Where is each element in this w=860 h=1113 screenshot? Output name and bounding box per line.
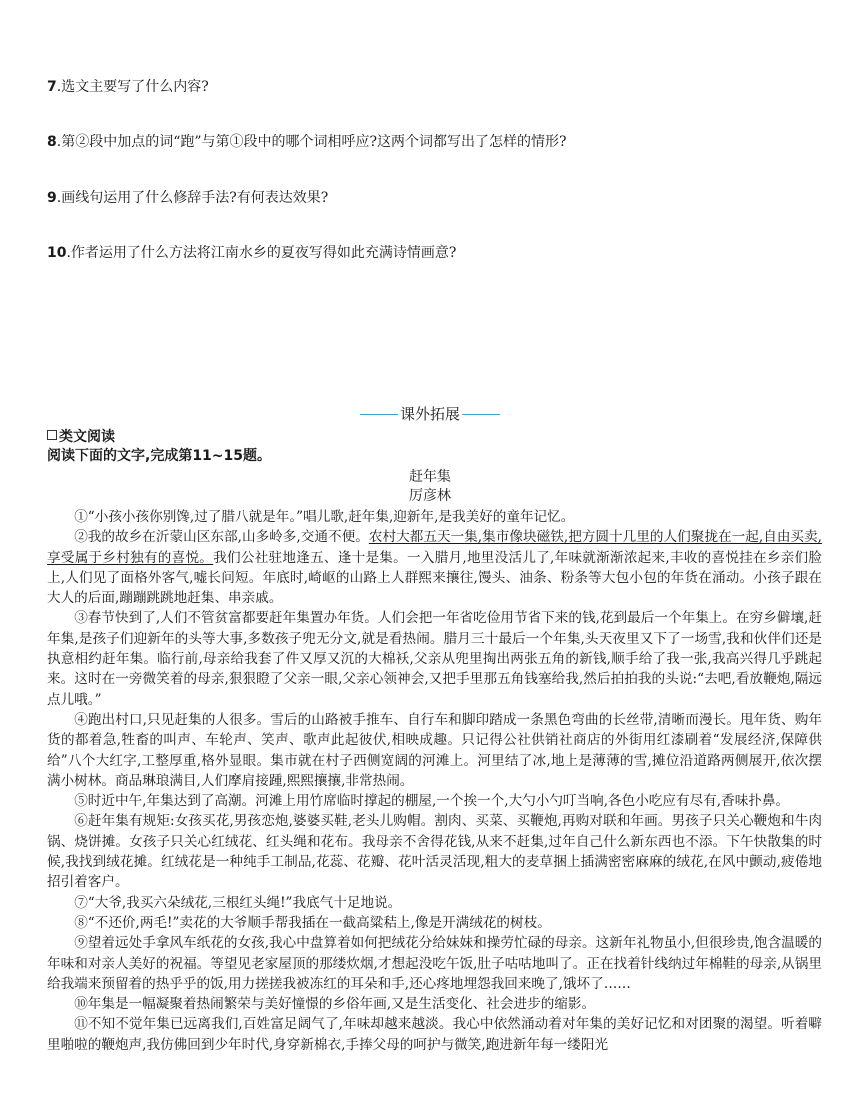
question-number: 10 xyxy=(47,245,67,261)
paragraph-11: ⑪不知不觉年集已远离我们,百姓富足阔气了,年味却越来越淡。我心中依然涌动着对年集的美好记忆和对团聚的渴望。听着噼里啪啦的鞭炮声,我仿佛回到少年时代,身穿新棉衣,手捧父母的呵护与微笑,跑进新年每一缕阳光 xyxy=(47,1016,822,1053)
header-left-rule xyxy=(360,414,398,415)
question-text: .作者运用了什么方法将江南水乡的夏夜写得如此充满诗情画意? xyxy=(66,245,457,261)
question-7 xyxy=(47,78,209,96)
paragraph-2 xyxy=(47,527,822,608)
paragraph-6: ⑥赶年集有规矩:女孩买花,男孩恋炮,婆婆买鞋,老头儿购帽。割肉、买菜、买鞭炮,再购对联和年画。男孩子只关心鞭炮和牛肉锅、烧饼摊。女孩子只关心红绒花、红头绳和花布。我母亲不舍得花钱,从来不赶集,过年自己什么新东西也不添。下午快散集的时候,我找到绒花摊。红绒花是一种纯手工制品,花蕊、花瓣、花叶活灵活现,粗大的麦草捆上插满密密麻麻的绒花,在风中颤动,疲倦地招引着客户。 xyxy=(47,813,822,891)
paragraph-2-rest: 我们公社驻地逢五、逢十是集。一入腊月,地里没活儿了,年味就渐渐浓起来,丰收的喜悦挂在乡亲们脸上,人们见了面格外客气,嘘长问短。年底时,崎岖的山路上人群熙来攘往,馒头、油条、粉条等大包小包的年货在涌动。小孩子跟在大人的后面,蹦蹦跳跳地赶集、串亲戚。 xyxy=(47,549,822,607)
paragraph-3: ③春节快到了,人们不管贫富都要赶年集置办年货。人们会把一年省吃俭用节省下来的钱,花到最后一个年集上。在穷乡僻壤,赶年集,是孩子们迎新年的头等大事,多数孩子兜无分文,就是看热闹。腊月三十最后一个年集,头天夜里又下了一场雪,我和伙伴们还是执意相约赶年集。临行前,母亲给我套了件又厚又沉的大棉袄,父亲从兜里掏出两张五角的新钱,顺手给了我一张,我高兴得几乎跳起来。这时在一旁微笑着的母亲,狠狠瞪了父亲一眼,父亲心领神会,又把手里那五角钱塞给我,然后拍拍我的头说:“去吧,看放鞭炮,隔远点儿哦。” xyxy=(47,610,822,708)
question-8 xyxy=(47,133,567,151)
section-header xyxy=(0,403,860,424)
reading-instruction: 阅读下面的文字,完成第11~15题。 xyxy=(47,448,272,464)
question-number: 7 xyxy=(47,79,57,95)
category-text: 类文阅读 xyxy=(59,429,115,445)
question-number: 8 xyxy=(47,134,57,150)
paragraph-2-start: ②我的故乡在沂蒙山区东部,山多岭多,交通不便。 xyxy=(74,529,369,546)
article-title: 赶年集 xyxy=(409,469,451,485)
paragraph-10: ⑩年集是一幅凝聚着热闹繁荣与美好憧憬的乡俗年画,又是生活变化、社会进步的缩影。 xyxy=(74,996,596,1013)
paragraph-1: ①“小孩小孩你别馋,过了腊八就是年。”唱儿歌,赶年集,迎新年,是我美好的童年记忆。 xyxy=(74,509,575,525)
question-9 xyxy=(47,189,328,207)
underlined-sentence: 农村大都五天一集,集市像块磁铁,把方圆十几里的人们聚拢在一起,自由买卖,享受属于乡村独有的喜悦。 xyxy=(47,529,822,566)
paragraph-5: ⑤时近中午,年集达到了高潮。河滩上用竹席临时撑起的棚屋,一个挨一个,大勺小勺叮当响,各色小吃应有尽有,香味扑鼻。 xyxy=(74,793,790,810)
article-author: 厉彦林 xyxy=(409,488,451,504)
paragraph-4: ④跑出村口,只见赶集的人很多。雪后的山路被手推车、自行车和脚印踏成一条黑色弯曲的长丝带,清晰而漫长。甩年货、购年货的都着急,牲畜的叫声、车轮声、笑声、歌声此起彼伏,相映成趣。只记得公社供销社商店的外街用红漆刷着“发展经济,保障供给”八个大红字,工整厚重,格外显眼。集市就在村子西侧宽阔的河滩上。河里结了冰,地上是薄薄的雪,摊位沿道路两侧展开,依次摆满小树林。商品琳琅满目,人们摩肩接踵,熙熙攘攘,非常热闹。 xyxy=(47,711,822,789)
question-text: .画线句运用了什么修辞手法?有何表达效果? xyxy=(56,190,329,206)
checkbox-square-icon xyxy=(47,430,57,440)
question-10 xyxy=(47,244,456,262)
question-text: .选文主要写了什么内容? xyxy=(56,79,209,95)
category-label xyxy=(47,429,115,445)
article-body xyxy=(47,507,822,1055)
question-number: 9 xyxy=(47,190,57,206)
paragraph-7: ⑦“大爷,我买六朵绒花,三根红头绳!”我底气十足地说。 xyxy=(74,894,402,911)
paragraph-9: ⑨望着远处手拿风车纸花的女孩,我心中盘算着如何把绒花分给妹妹和操劳忙碌的母亲。这新年礼物虽小,但很珍贵,饱含温暖的年味和对亲人美好的祝福。等望见老家屋顶的那缕炊烟,才想起没吃午饭,肚子咕咕地叫了。正在找着针线纳过年棉鞋的母亲,从锅里给我端来预留着的热乎乎的饭,用力搓搓我被冻红的耳朵和手,还心疼地埋怨我回来晚了,饿坏了…… xyxy=(47,935,822,992)
paragraph-8: ⑧“不还价,两毛!”卖花的大爷顺手帮我插在一截高粱秸上,像是开满绒花的树枝。 xyxy=(74,914,551,931)
question-text: .第②段中加点的词“跑”与第①段中的哪个词相呼应?这两个词都写出了怎样的情形? xyxy=(56,134,567,150)
header-right-rule xyxy=(462,414,500,415)
section-header-text: 课外拓展 xyxy=(399,405,460,423)
